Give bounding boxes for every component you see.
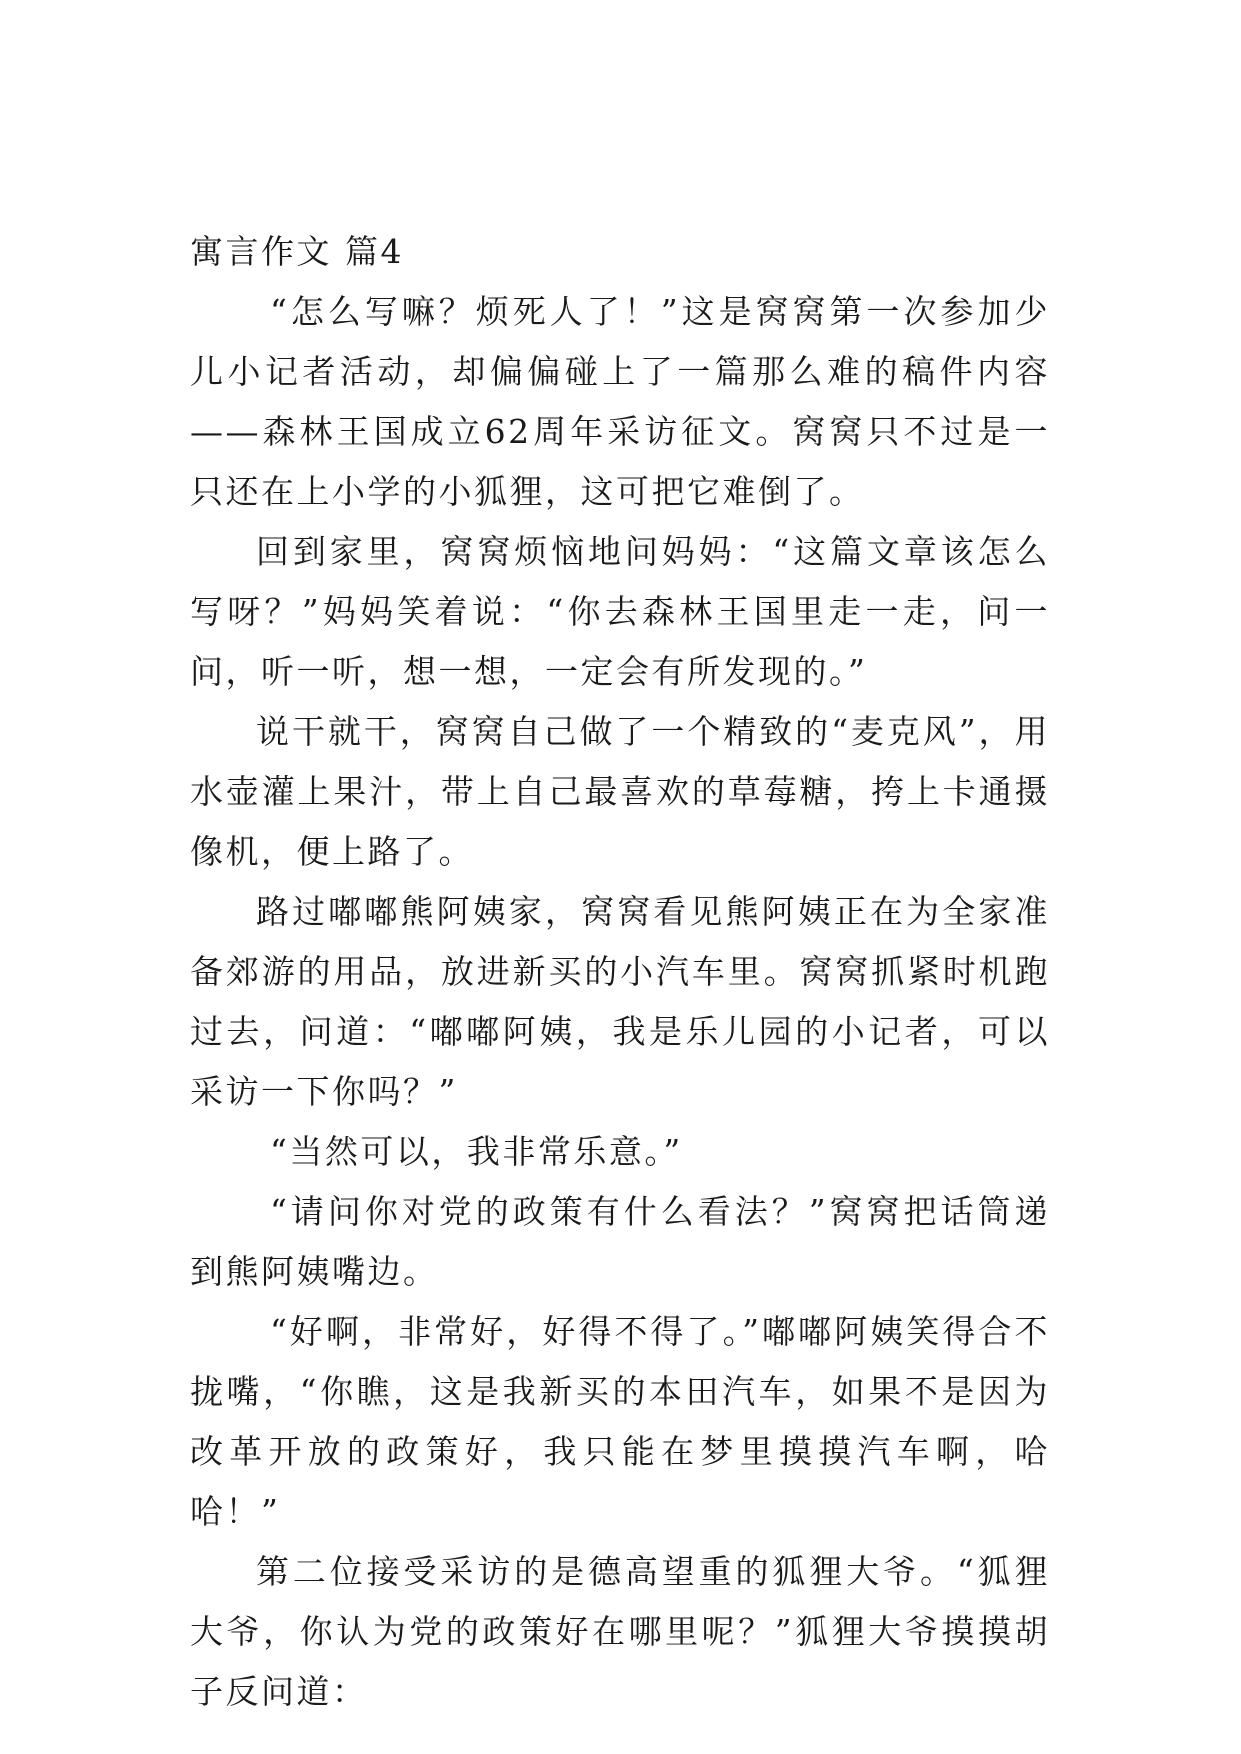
paragraph: 路过嘟嘟熊阿姨家，窝窝看见熊阿姨正在为全家准备郊游的用品，放进新买的小汽车里。窝窝抓紧时机跑过去，问道：“嘟嘟阿姨，我是乐儿园的小记者，可以采访一下你吗？”: [190, 892, 1050, 1111]
paragraph: 说干就干，窝窝自己做了一个精致的“麦克风”，用水壶灌上果汁，带上自己最喜欢的草莓糖，挎上卡通摄像机，便上路了。: [190, 712, 1050, 871]
document-body: [190, 222, 1050, 1722]
paragraph: “请问你对党的政策有什么看法？”窝窝把话筒递到熊阿姨嘴边。: [190, 1192, 1050, 1291]
paragraph: “好啊，非常好，好得不得了。”嘟嘟阿姨笑得合不拢嘴，“你瞧，这是我新买的本田汽车，如果不是因为改革开放的政策好，我只能在梦里摸摸汽车啊，哈哈！”: [190, 1312, 1050, 1531]
essay-title: 寓言作文 篇4: [190, 232, 404, 271]
paragraph: “怎么写嘛？烦死人了！”这是窝窝第一次参加少儿小记者活动，却偏偏碰上了一篇那么难的稿件内容——森林王国成立62周年采访征文。窝窝只不过是一只还在上小学的小狐狸，这可把它难倒了。: [190, 292, 1050, 511]
paragraph: “当然可以，我非常乐意。”: [270, 1132, 683, 1171]
paragraph: 回到家里，窝窝烦恼地问妈妈：“这篇文章该怎么写呀？”妈妈笑着说：“你去森林王国里走一走，问一问，听一听，想一想，一定会有所发现的。”: [190, 532, 1050, 691]
paragraph: 第二位接受采访的是德高望重的狐狸大爷。“狐狸大爷，你认为党的政策好在哪里呢？”狐狸大爷摸摸胡子反问道：: [190, 1552, 1050, 1711]
